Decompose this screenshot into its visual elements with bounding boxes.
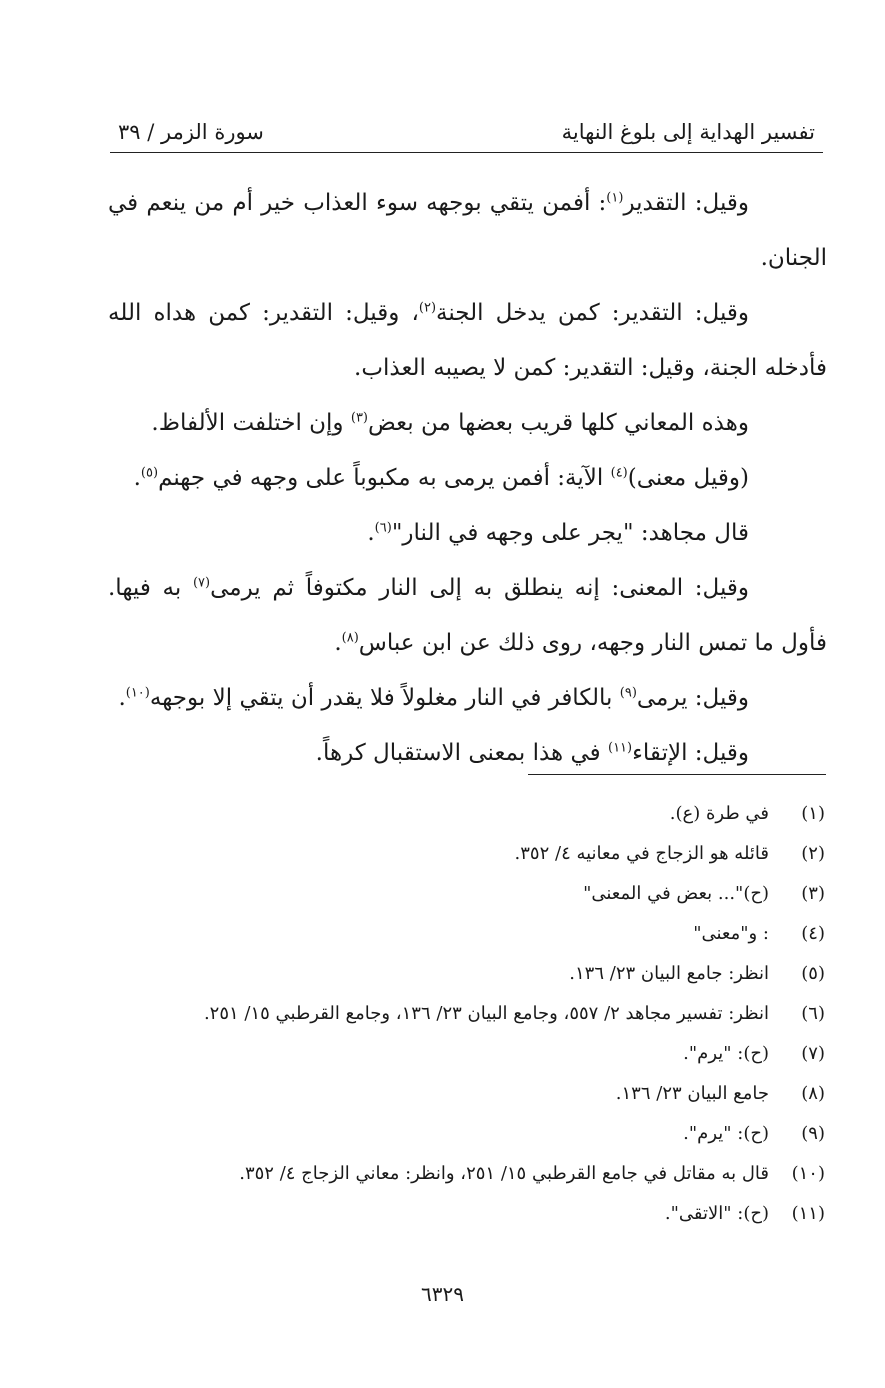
footnote-number: (١١) (791, 1203, 825, 1224)
footnote-number: (٤) (801, 923, 825, 944)
footnote-item (108, 914, 825, 954)
footnote-ref: (٧) (192, 575, 211, 591)
footnote-number: (١٠) (791, 1163, 825, 1184)
footnote-item (108, 794, 825, 834)
text-segment: ، وقيل: التقدير: كمن هداه الله فأدخله الجنة، وقيل: التقدير: كمن لا يصيبه العذاب. (108, 300, 827, 381)
text-segment: . (133, 465, 141, 491)
footnote-item (108, 1074, 825, 1114)
text-segment: الآية: أفمن يرمى به مكبوباً على وجهه في جهنم (158, 465, 611, 491)
footnote-ref: (٣) (350, 410, 368, 426)
main-text (108, 176, 827, 781)
footnote-number: (٣) (801, 883, 825, 904)
text-segment: (وقيل معنى) (627, 465, 749, 491)
footnote-number: (٨) (801, 1083, 825, 1104)
text-segment: وقيل: الإتقاء (632, 740, 749, 766)
footnote-text: قائله هو الزجاج في معانيه ٤/ ٣٥٢. (514, 843, 769, 864)
footnote-ref: (١١) (607, 740, 633, 756)
paragraph-7 (108, 671, 827, 726)
footnote-ref: (٢) (418, 300, 437, 316)
footnotes (108, 794, 825, 1234)
footnote-text: في طرة (ع). (669, 803, 769, 824)
book-title: تفسير الهداية إلى بلوغ النهاية (561, 120, 815, 144)
footnote-number: (٩) (801, 1123, 825, 1144)
footnote-item (108, 834, 825, 874)
footnote-number: (٦) (801, 1003, 825, 1024)
footnote-text: انظر: تفسير مجاهد ٢/ ٥٥٧، وجامع البيان ٢٣/ ١٣٦، وجامع القرطبي ١٥/ ٢٥١. (203, 1003, 769, 1024)
footnote-item (108, 1194, 825, 1234)
footnote-text: (ح)"... بعض في المعنى" (583, 883, 769, 904)
text-segment: به فيها. فأول ما تمس النار وجهه، روى ذلك عن ابن عباس (108, 575, 827, 656)
footnote-number: (١) (801, 803, 825, 824)
footnote-ref: (٤) (610, 465, 628, 481)
text-segment: في هذا بمعنى الاستقبال كرهاً. (315, 740, 608, 766)
page-number: ٦٣٢٩ (421, 1282, 464, 1306)
footnote-item (108, 1034, 825, 1074)
text-segment: وقيل: يرمى (636, 685, 749, 711)
paragraph-3 (108, 396, 827, 451)
text-segment: . (118, 685, 126, 711)
paragraph-2 (108, 286, 827, 396)
text-segment: . (334, 630, 342, 656)
paragraph-6 (108, 561, 827, 671)
paragraph-5 (108, 506, 827, 561)
footnote-number: (٥) (801, 963, 825, 984)
footnote-ref: (٨) (341, 630, 359, 646)
footnote-item (108, 1154, 825, 1194)
text-segment: وقيل: التقدير: كمن يدخل الجنة (436, 300, 749, 326)
footnote-text: : و"معنى" (693, 923, 769, 944)
running-header (110, 108, 823, 153)
footnote-item (108, 874, 825, 914)
text-segment: بالكافر في النار مغلولاً فلا يقدر أن يتقي إلا بوجهه (149, 685, 620, 711)
footnote-divider (528, 774, 826, 775)
text-segment: وإن اختلفت الألفاظ. (151, 410, 351, 436)
footnote-ref: (٥) (140, 465, 159, 481)
footnote-text: انظر: جامع البيان ٢٣/ ١٣٦. (569, 963, 769, 984)
text-segment: وقيل: المعنى: إنه ينطلق به إلى النار مكتوفاً ثم يرمى (210, 575, 749, 601)
paragraph-8 (108, 726, 827, 781)
surah-label: سورة الزمر / ٣٩ (118, 120, 264, 144)
footnote-item (108, 954, 825, 994)
footnote-item (108, 994, 825, 1034)
footnote-text: (ح): "الاتقى". (664, 1203, 769, 1224)
footnote-number: (٧) (801, 1043, 825, 1064)
footnote-ref: (٩) (619, 685, 637, 701)
footnote-text: جامع البيان ٢٣/ ١٣٦. (615, 1083, 769, 1104)
paragraph-4 (108, 451, 827, 506)
text-segment: وهذه المعاني كلها قريب بعضها من بعض (368, 410, 749, 436)
text-segment: قال مجاهد: "يجر على وجهه في النار" (391, 520, 749, 546)
footnote-ref: (١٠) (125, 685, 150, 701)
footnote-number: (٢) (801, 843, 825, 864)
text-segment: : أفمن يتقي بوجهه سوء العذاب خير أم من ينعم في الجنان. (108, 190, 827, 271)
footnote-text: قال به مقاتل في جامع القرطبي ١٥/ ٢٥١، وانظر: معاني الزجاج ٤/ ٣٥٢. (239, 1163, 769, 1184)
footnote-ref: (١) (606, 190, 624, 206)
text-segment: . (367, 520, 375, 546)
paragraph-1 (108, 176, 827, 286)
footnote-text: (ح): "يرم". (683, 1123, 769, 1144)
text-segment: وقيل: التقدير (623, 190, 749, 216)
footnote-item (108, 1114, 825, 1154)
footnote-ref: (٦) (374, 520, 392, 536)
footnote-text: (ح): "يرم". (683, 1043, 769, 1064)
